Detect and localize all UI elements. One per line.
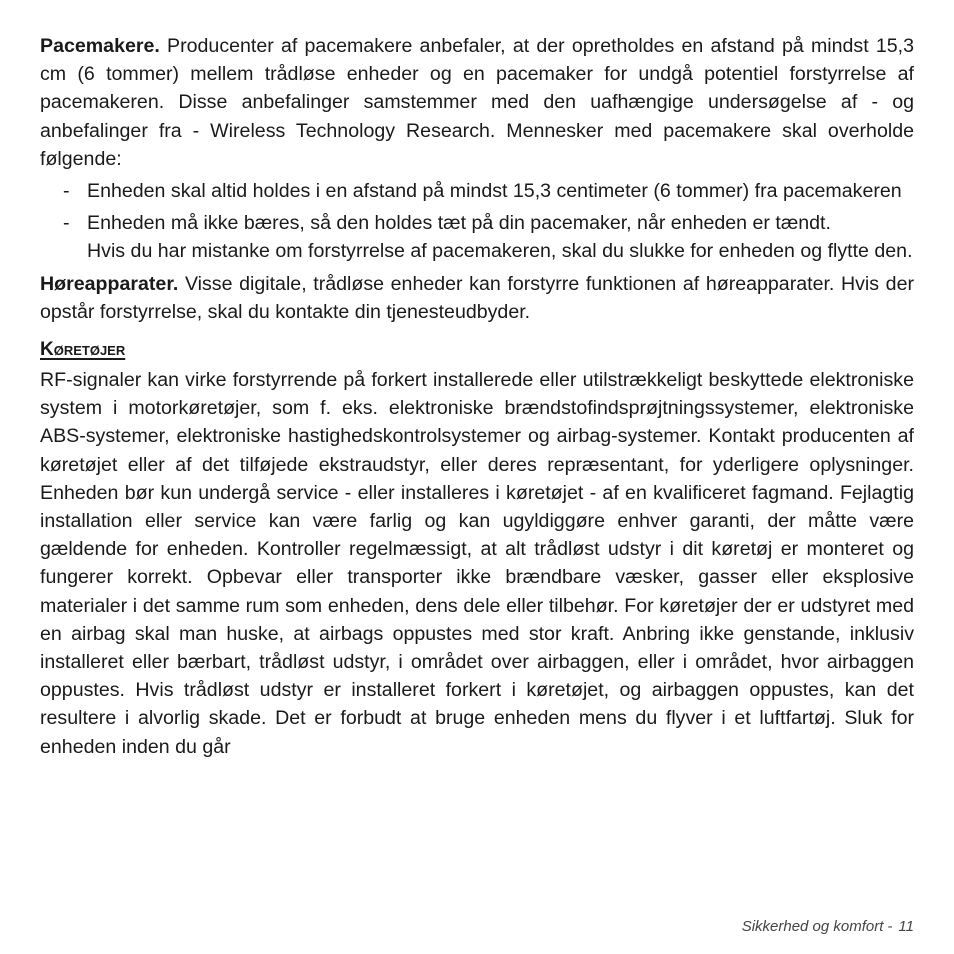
pacemaker-heading: Pacemakere. [40, 35, 160, 57]
pacemaker-intro: Producenter af pacemakere anbefaler, at der opretholdes en afstand på mindst 15,3 cm (6 tommer) mellem trådløse enheder og en pacemaker for undgå potentiel forstyrrelse af pacemakeren. Disse anbefalinger samstemmer med den uafhængige undersøgelse af - og anbefalinger fra - Wireless Technology Research. Mennesker med pacemakere skal overholde følgende: [40, 35, 914, 170]
pacemaker-list [40, 177, 914, 266]
list-dash: - [63, 212, 70, 235]
list-dash: - [63, 180, 70, 203]
list-item-text: Enheden skal altid holdes i en afstand på mindst 15,3 centimeter (6 tommer) fra pacemakeren [87, 180, 902, 203]
footer-section-title: Sikkerhed og komfort [741, 918, 884, 935]
pacemaker-paragraph [40, 32, 914, 173]
footer-separator: - [887, 918, 893, 935]
list-item [63, 209, 914, 265]
vehicles-paragraph: RF-signaler kan virke forstyrrende på forkert installerede eller utilstrækkeligt beskyttede elektroniske system i motorkøretøjer, som f. eks. elektroniske brændstofindsprøjtningssystemer, elektroniske ABS-systemer, elektroniske hastighedskontrolsystemer og airbag-systemer. Kontakt producenten af køretøjet eller af det tilføjede ekstraudstyr, eller deres repræsentant, for yderligere oplysninger. Enheden bør kun undergå service - eller installeres i køretøjet - af en kvalificeret fagmand. Fejlagtig installation eller service kan være farlig og kan ugyldiggøre enhver garanti, der måtte være gældende for enheden. Kontroller regelmæssigt, at alt trådløst udstyr i dit køretøj er monteret og fungerer korrekt. Opbevar eller transporter ikke brændbare væsker, gasser eller eksplosive materialer i det samme rum som enheden, dens dele eller tilbehør. For køretøjer der er udstyret med en airbag skal man huske, at airbags oppustes med stor kraft. Anbring ikke genstande, inklusiv installeret eller bærbart, trådløst udstyr, i området over airbaggen, eller i området, hvor airbaggen oppustes. Hvis trådløst udstyr er installeret forkert i køretøjet, og airbaggen oppustes, kan det resultere i alvorlig skade. Det er forbudt at bruge enheden mens du flyver i et luftfartøj. Sluk for enheden inden du går [40, 369, 914, 758]
list-item-text: Enheden må ikke bæres, så den holdes tæt på din pacemaker, når enheden er tændt. [87, 212, 831, 235]
page-footer [742, 916, 914, 938]
document-body [40, 32, 914, 761]
hearing-text: Visse digitale, trådløse enheder kan forstyrre funktionen af høreapparater. Hvis der opstår forstyrrelse, skal du kontakte din tjenesteudbyder. [40, 272, 914, 323]
hearing-heading: Høreapparater. [40, 272, 179, 295]
list-item [63, 177, 914, 205]
list-item-note: Hvis du har mistanke om forstyrrelse af pacemakeren, skal du slukke for enheden og flytte den. [87, 240, 913, 263]
page-number: 11 [898, 918, 914, 935]
hearing-paragraph [40, 270, 914, 326]
vehicles-heading: Køretøjer [40, 339, 126, 361]
